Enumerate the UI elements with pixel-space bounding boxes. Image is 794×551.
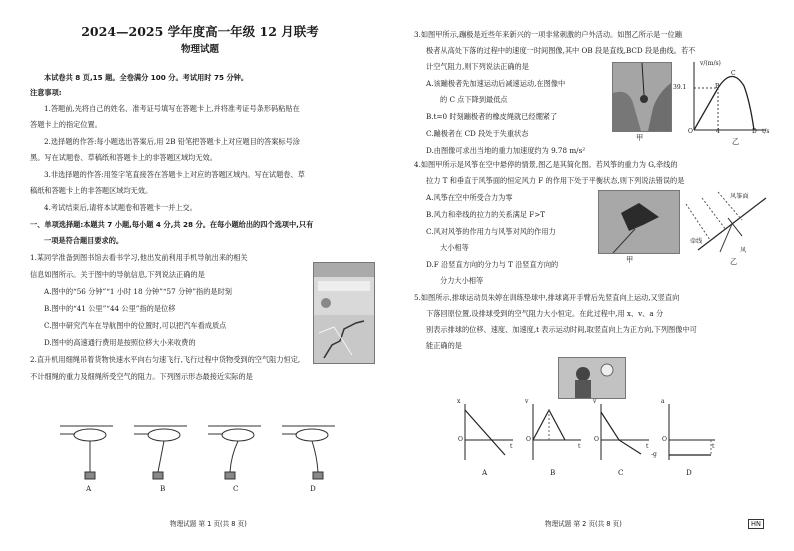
q1-option-b: B.图中的“41 公里”“44 公里”指的是位移 [44,304,176,313]
q5-label-d: D [686,468,692,477]
q4-option-d2: 分力大小相等 [440,276,484,285]
q4-label-yi: 乙 [730,257,738,266]
q3-stem-c: 计空气阻力,则下列说法正确的是 [426,62,529,71]
q3-option-a2: 的 C 点下降到最低点 [440,95,508,104]
helicopter-c [208,426,261,479]
q4-stem-a: 4.如图甲所示是风筝在空中悬停的情景,图乙是其简化图。若风筝的重力为 G,牵线的 [414,160,678,169]
left-footer: 物理试题 第 1 页(共 8 页) [170,520,247,528]
q3-label-yi: 乙 [732,137,740,146]
q5-graph-a [465,404,513,460]
q2-stem-b: 不计细绳的重力及细绳所受空气的阻力。下列图示形态最接近实际的是 [30,372,253,381]
q4-option-c1: C.风对风筝的作用力与风筝对风的作用力 [426,227,556,236]
q5-t-c: t [646,443,649,450]
navigation-screenshot [313,262,375,364]
q3-option-d: D.由图像可求出当地的重力加速度约为 9.78 m/s² [426,146,586,155]
q3-point-d: D [752,128,757,135]
region-tag: HN [748,519,764,529]
q5-graph-c [601,404,649,460]
q4-force-diagram [680,190,780,262]
q5-axis-a: x [457,398,461,405]
section-1-heading: 一、单项选择题:本题共 7 小题,每小题 4 分,共 28 分。在每小题给出的四个选项中,只有 [30,220,314,229]
notice-1b: 答题卡上的指定位置。 [30,120,102,129]
volleyball-photo [558,357,626,399]
q3-t-value: 4 [716,128,720,135]
q5-neg-g: -g [651,451,657,458]
q3-vt-graph [682,58,772,142]
helicopter-a [60,426,113,479]
q5-origin-b: O [526,436,531,443]
q4-wind-label: 风 [740,247,747,254]
q3-point-o: O [688,128,693,135]
q1-option-a: A.图中的“56 分钟”“1 小时 18 分钟”“57 分钟”指的是时刻 [44,287,232,296]
q5-origin-a: O [458,436,463,443]
q5-stem-b: 下落回原位置,设排球受到的空气阻力大小恒定。在此过程中,用 x、v、a 分 [426,309,664,318]
section-1-heading-cont: 一项是符合题目要求的。 [44,236,124,245]
helicopter-d [282,426,335,479]
exam-title: 2024—2025 学年度高一年级 12 月联考 [81,24,319,39]
exam-info: 本试卷共 8 页,15 题。全卷满分 100 分。考试用时 75 分钟。 [44,73,249,82]
q4-option-c2: 大小相等 [440,243,469,252]
q4-line-label: 牵线 [690,238,703,245]
q5-t-d: t [712,443,715,450]
q3-t-axis: t/s [762,128,770,135]
q5-stem-d: 能正确的是 [426,341,462,350]
q4-option-b: B.风力和牵线的拉力的关系满足 F>T [426,210,546,219]
bungee-photo [612,62,672,132]
q5-label-c: C [618,468,624,477]
q5-label-a: A [482,468,488,477]
q1-option-c: C.图中研究汽车在导航图中的位置时,可以把汽车看成质点 [44,321,227,330]
q4-stem-b: 拉力 T 和垂直于风筝面的恒定风力 F 的作用下处于平衡状态,则下列说法错误的是 [426,176,685,185]
q4-label-jia: 甲 [626,255,634,264]
q3-v-value: 39.1 [673,84,687,91]
q4-option-a: A.风筝在空中所受合力为零 [426,193,513,202]
q4-option-d1: D.F 沿竖直方向的分力与 T 沿竖直方向的 [426,260,559,269]
kite-photo [598,190,680,254]
q4-kite-face: 风筝面 [730,193,749,200]
q3-point-c: C [731,70,736,77]
q3-v-axis: v/(m/s) [700,60,721,67]
q5-graph-d [669,404,715,460]
q3-option-a1: A.该蹦极者先加速运动后减速运动,在图像中 [426,79,566,88]
notice-2a: 2.选择题的作答:每小题选出答案后,用 2B 铅笔把答题卡上对应题目的答案标号涂 [44,137,300,146]
notice-1a: 1.答题前,先将自己的姓名、准考证号填写在答题卡上,并将准考证号条形码粘贴在 [44,104,300,113]
q2-stem-a: 2.直升机用细绳吊着货物快速水平向右匀速飞行,飞行过程中货物受到的空气阻力恒定, [30,355,301,364]
q5-stem-a: 5.如图所示,排球运动员朱婷在训练垫球中,排球离开手臂后先竖直向上运动,又竖直向 [414,293,680,302]
q2-label-a: A [86,484,92,493]
q1-stem-b: 信息如图所示。关于图中的导航信息,下列说法正确的是 [30,270,205,279]
q3-label-jia: 甲 [636,133,644,142]
q3-stem-b: 极者从高处下落的过程中的速度一时间图像,其中 OB 段是直线,BCD 段是曲线。若不 [426,46,696,55]
q5-axis-c: v [593,398,597,405]
q2-label-d: D [310,484,316,493]
q5-origin-c: O [594,436,599,443]
q5-label-b: B [550,468,556,477]
q5-t-a: t [510,443,513,450]
q5-axis-b: v [525,398,529,405]
notice-heading: 注意事项: [30,88,62,97]
q5-graphs [455,400,715,465]
q5-graph-b [533,404,581,460]
q3-option-c: C.蹦极者在 CD 段处于失重状态 [426,129,529,138]
q2-label-c: C [233,484,239,493]
q5-origin-d: O [662,436,667,443]
q1-stem-a: 1.某同学准备到图书馆去看书学习,他出发前利用手机导航出来的相关 [30,253,248,262]
q3-stem-a: 3.如图甲所示,蹦极是近些年来新兴的一项非常刺激的户外活动。如图乙所示是一位蹦 [414,30,682,39]
right-footer: 物理试题 第 2 页(共 8 页) [545,520,622,528]
q5-axis-d: a [661,398,665,405]
helicopter-b [134,426,187,479]
q5-stem-c: 别表示排球的位移、速度、加速度,t 表示运动时间,取竖直向上为正方向,下列图像中可 [426,325,697,334]
q1-option-d: D.图中的高速通行费用是按照位移大小来收费的 [44,338,196,347]
q3-option-b: B.t=0 时刻蹦极者的橡皮绳就已经绷紧了 [426,112,558,121]
q2-label-b: B [160,484,166,493]
exam-subject: 物理试题 [180,44,219,55]
notice-3b: 稿纸和答题卡上的非答题区域均无效。 [30,186,153,195]
notice-4: 4.考试结束后,请将本试题卷和答题卡一并上交。 [44,203,197,212]
notice-2b: 黑。写在试题卷、草稿纸和答题卡上的非答题区域均无效。 [30,153,217,162]
q5-t-b: t [578,443,581,450]
q3-point-b: B [715,83,720,90]
notice-3a: 3.非选择题的作答:用签字笔直接答在答题卡上对应的答题区域内。写在试题卷、草 [44,170,305,179]
